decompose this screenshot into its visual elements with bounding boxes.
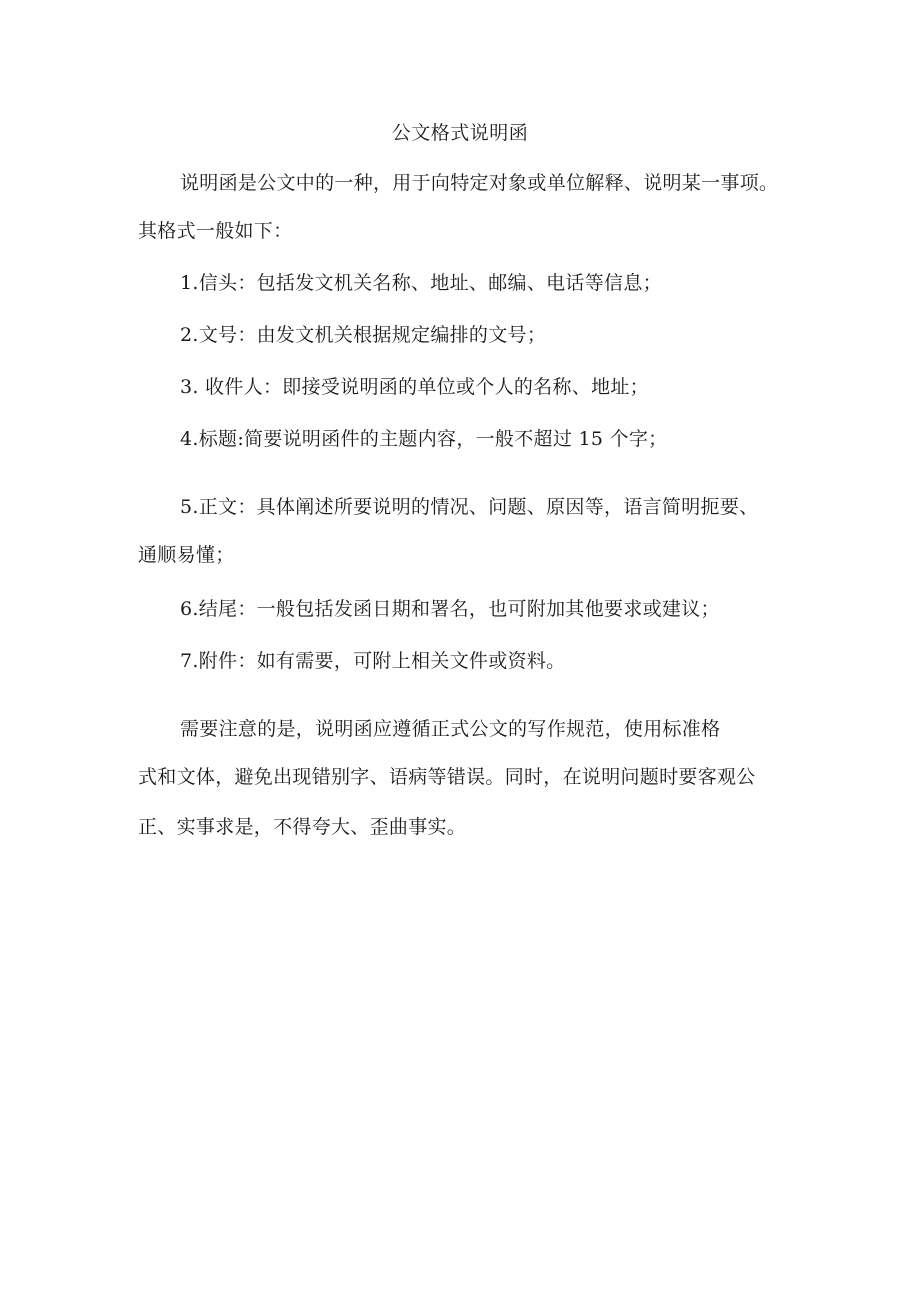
list-item-3: 3. 收件人：即接受说明函的单位或个人的名称、地址； <box>180 376 649 398</box>
note-line-2: 式和文体，避免出现错别字、语病等错误。同时，在说明问题时要客观公 <box>138 766 756 788</box>
list-item-5-line-2: 通顺易懂； <box>138 544 235 566</box>
note-line-1: 需要注意的是，说明函应遵循正式公文的写作规范，使用标准格 <box>180 718 721 740</box>
list-item-1: 1.信头：包括发文机关名称、地址、邮编、电话等信息； <box>180 272 662 294</box>
list-item-7: 7.附件：如有需要，可附上相关文件或资料。 <box>180 650 566 672</box>
note-line-3: 正、实事求是，不得夸大、歪曲事实。 <box>138 816 467 838</box>
intro-line-1: 说明函是公文中的一种，用于向特定对象或单位解释、说明某一事项。 <box>180 172 779 194</box>
document-title: 公文格式说明函 <box>391 122 529 144</box>
list-item-6: 6.结尾：一般包括发函日期和署名，也可附加其他要求或建议； <box>180 598 720 620</box>
list-item-5-line-1: 5.正文：具体阐述所要说明的情况、问题、原因等，语言简明扼要、 <box>180 496 759 518</box>
list-item-2: 2.文号：由发文机关根据规定编排的文号； <box>180 324 547 346</box>
list-item-4: 4.标题:简要说明函件的主题内容，一般不超过 15 个字； <box>180 428 668 450</box>
intro-line-2: 其格式一般如下： <box>138 220 293 242</box>
